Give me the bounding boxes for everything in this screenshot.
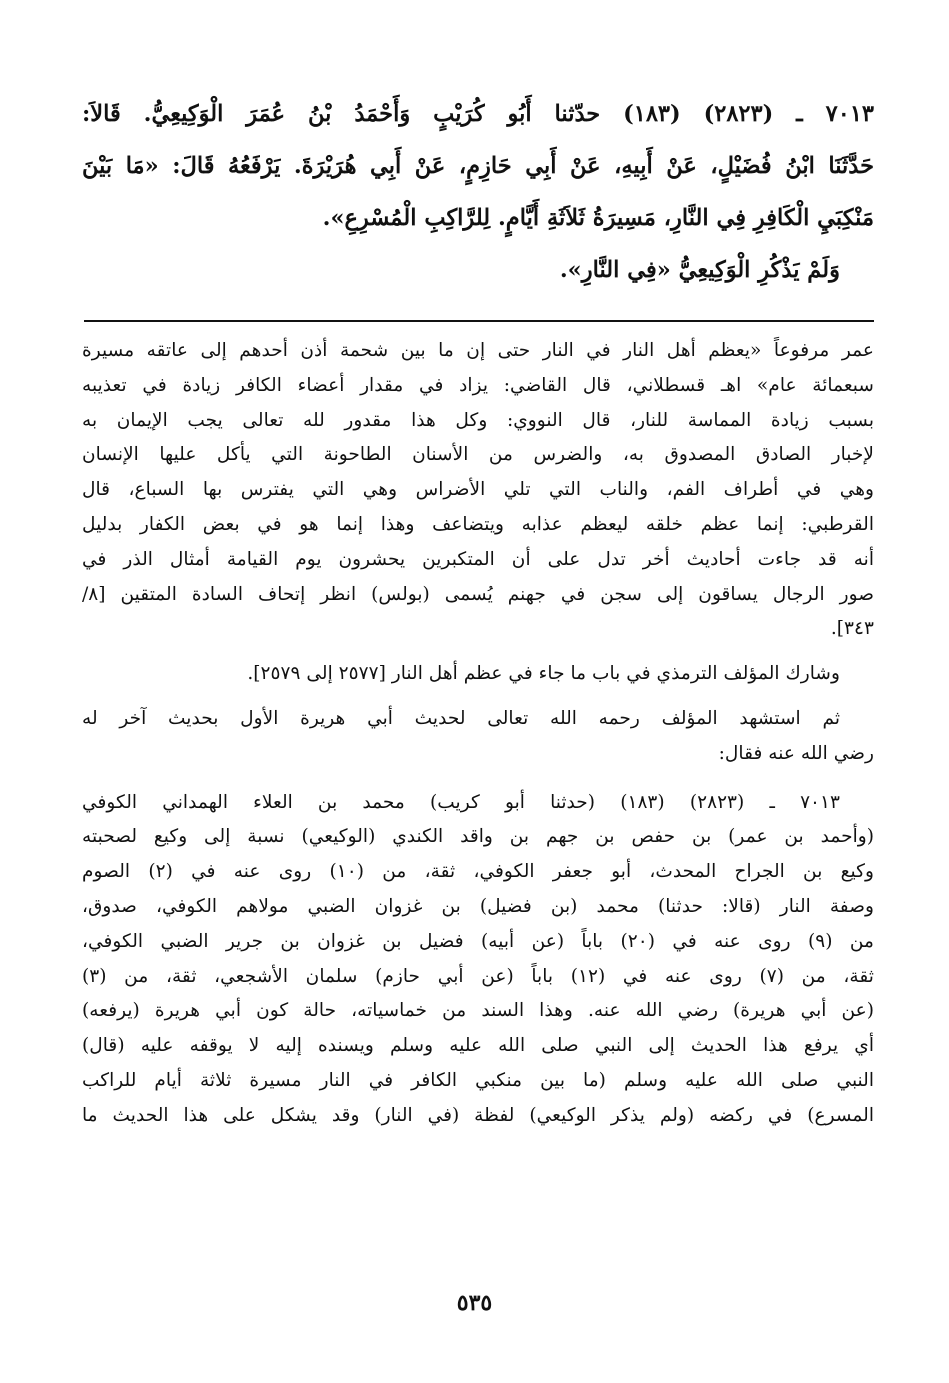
witness-intro [82,702,874,772]
commentary-line: أنه قد جاءت أحاديث أخر تدل على أن المتكبرين يحشرون يوم القيامة أمثال الذر في [82,548,874,570]
commentary-line: من (٩) روى عنه في (٢٠) باباً (عن أبيه) فضيل بن غزوان بن جرير الضبي الكوفي، [82,930,874,952]
commentary-line: بسبب زيادة المماسة للنار، قال النووي: وكل هذا مقدور لله تعالى يجب الإيمان به [82,409,874,431]
commentary-line: ثقة، من (٧) روى عنه في (١٢) باباً (عن أبي حازم) سلمان الأشجعي، ثقة، من (٣) [82,965,874,987]
commentary-line: أي يرفع هذا الحديث إلى النبي صلى الله عليه وسلم ويسنده إليه لا يوقفه عليه (قال) [82,1035,874,1057]
commentary-line: ٣٤٣]. [830,618,874,640]
commentary-line: المسرع) في ركضه (ولم يذكر الوكيعي) لفظة (في النار) وقد يشكل على هذا الحديث ما [82,1104,874,1126]
hadith-line: حَدَّثَنَا ابْنُ فُضَيْلٍ، عَنْ أَبِيهِ، عَنْ أَبِي حَازِمٍ، عَنْ أَبِي هُرَيْرَةَ. يَرْفَعُهُ قَالَ: «مَا بَيْنَ [82,153,874,179]
commentary-line: وكيع بن الجراح المحدث، أبو جعفر الكوفي، ثقة، من (١٠) روى عنه في (٢) الصوم [82,861,874,883]
commentary-line: (وأحمد بن عمر) بن حفص بن جهم بن واقد الكندي (الوكيعي) نسبة إلى وكيع لصحبته [82,826,874,848]
hadith-line: ٧٠١٣ ـ (٢٨٢٣) (١٨٣) حدّثنا أَبُو كُرَيْبٍ وَأَحْمَدُ بْنُ عُمَرَ الْوَكِيعِيُّ. قَالاَ: [82,101,875,127]
commentary-line: القرطبي: إنما عظم خلقه ليعظم عذابه ويتضاعف وهذا إنما هو في بعض الكفار بدليل [82,513,874,535]
hadith-line: مَنْكِبَيِ الْكَافِرِ فِي النَّارِ، مَسِيرَةُ ثَلاَثَةِ أَيَّامٍ. لِلرَّاكِبِ الْمُسْرِعِ». [322,205,874,231]
commentary-line: ٧٠١٣ ـ (٢٨٢٣) (١٨٣) (حدثنا أبو كريب) محمد بن العلاء الهمداني الكوفي [82,791,841,813]
page-number: ٥٣٥ [456,1290,493,1316]
hadith-text [82,88,874,244]
commentary-line: رضي الله عنه فقال: [718,742,874,764]
page-content [82,88,875,1126]
commentary-line: وهي في أطراف الفم، والناب التي تلي الأضراس وهي التي يفترس بها السباع، قال [82,479,874,501]
commentary-line: سبعمائة عام» اهـ قسطلاني، قال القاضي: يزاد في مقدار أعضاء الكافر زيادة في تعذيبه [82,374,874,396]
commentary-line: عمر مرفوعاً «يعظم أهل النار في النار حتى إن ما بين شحمة أذن أحدهم إلى عاتقه مسيرة [82,340,874,361]
commentary-line: (عن أبي هريرة) رضي الله عنه. وهذا السند من خماسياته، حالة كون أبي هريرة (يرفعه) [82,1000,874,1022]
commentary [82,334,874,1134]
commentary-line: صور الرجال يساقون إلى سجن في جهنم يُسمى (بولس) انظر إتحاف السادة المتقين [٨/ [82,583,874,605]
commentary-line: وصفة النار (قالا: حدثنا) محمد (بن فضيل) بن غزوان الضبي مولاهم الكوفي، صدوق، [82,895,874,917]
commentary-line: لإخبار الصادق المصدوق به، والضرس من الأسنان الطاحونة التي يأكل عليها الإنسان [82,444,874,466]
commentary-continuation [82,334,874,647]
commentary-line: النبي صلى الله عليه وسلم (ما بين منكبي الكافر في النار مسيرة ثلاثة أيام للراكب [82,1069,874,1091]
participation-note [82,657,874,692]
commentary-line: وشارك المؤلف الترمذي في باب ما جاء في عظم أهل النار [٢٥٧٧ إلى ٢٥٧٩]. [247,663,840,685]
commentary-line: ثم استشهد المؤلف رحمه الله تعالى لحديث أبي هريرة الأول بحديث آخر له [82,707,840,729]
footnote-divider [84,320,874,322]
hadith-explanation [82,786,874,1134]
hadith-note: وَلَمْ يَذْكُرِ الْوَكِيعِيُّ «فِي النَّارِ». [559,257,840,283]
